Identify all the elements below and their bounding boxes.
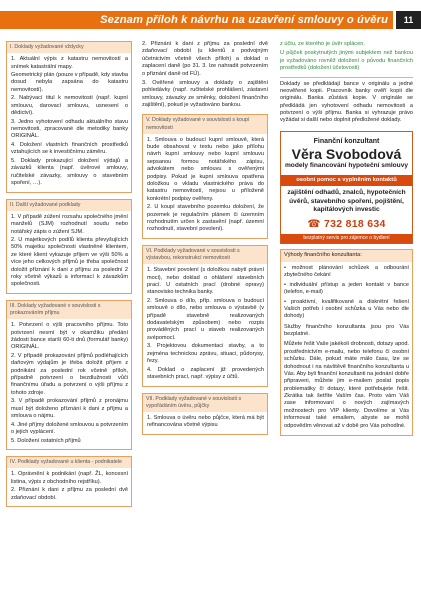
list-item: 4. Doložení vlastních finančních prostředků vztahujících se k investičnímu záměru. [11,142,128,156]
list-item: 2. Přiznání k dani z příjmu za poslední dvě zdaňovací období. [11,487,128,501]
list-item: 2. U koupí stavebního pozemku doložení, že pozemek je regulačním plánem či územním rozhodnutím určen k zastavění (např. územní rozhodnutí, stavební povolení). [147,204,264,233]
page-title: Seznam příloh k návrhu na uzavření smlouvy o úvěru [100,14,388,26]
phone-number[interactable]: ☎ 732 818 634 [307,217,386,230]
consultant-name: Věra Svobodová [291,145,402,162]
list-item: 2. V případě prokazování příjmů podléhajících daňovým výdajům je třeba doložit příjem z podnikání za poslední rok včetně příloh, případně potvrzení o bezdlužnosti vůči finančnímu úřadu a potvrzení o výši příjmu z tohoto zdroje. [11,352,128,396]
list-item: U půjček poskytnutých jinými subjektem než bankou je vyžadováno rovněž doložení o původu finančních prostředků (doložení účelovosti) [280,50,413,72]
consultant-benefits [280,249,413,436]
list-item: 3. Ověřené smlouvy a doklady o zajištění pohledávky (např. ručitelské prohlášení, zástavní smlouvy, závazky ze směnky, doložení finančního zajištění), pokud je vyžadováno bankou. [142,79,268,108]
list-item: 1. Aktuální výpis z katastru nemovitostí a snímek katastrální mapy. [11,56,128,70]
column-2 [142,41,268,441]
list-item: 1. Smlouva o budoucí kupní smlouvě, která bude obsahovat v textu nebo jako přílohu návrh kupní smlouvy nebo kupní smlouvu sepsanou formou notářského zápisu, advokátem nebo smlouvu s ověřenými podpisy. Pokud je kupní smlouva opatřena doložkou o vkladu vlastnického práva do katastru nemovitostí, nejsou u příloženě konkrétní podpisy ověřeny. [147,136,264,202]
page-number: 11 [396,11,421,29]
section-always [6,41,132,193]
benefit-item: • individuální přístup a jeden kontakt v bance (telefon, e-mail) [284,281,409,295]
column-1 [6,41,132,513]
list-item: 3. Projektovou dokumentaci stavby, a to zejména technickou zprávu, situaci, půdorysy, řezy. [147,343,264,365]
list-item: 1. Oprávnění k podnikání (např. ŽL, koncesní listina, výpis z obchodního rejstříku). [11,471,128,485]
ad-services: zajištění odhadů, znalců, hypotečních úvěrů, stavebního spoření, pojištění, kapitálových investic [287,189,406,214]
list-item: 2. Přiznání k dani z příjmu za poslední dvě zdaňovací období (u klientů s podvojným účetnictvím včetně všech příloh) a doklad o zaplacení daně (po 31. 3. lze nahradit potvrzením o přiznání daně od FÚ). [142,41,268,77]
note-paragraph: Doklady se předkládají bance v originálu a jedné neověřené kopii. Pracovník banky ověří kopii dle originálu. Banka zůstává kopie. V originále se předkládá jen vyhotovení odhadu nemovitosti a potvrzení o výši příjmu. Banka si vyhrazuje právo vyžádat si další nebo doplnit předložené doklady. [280,80,413,124]
list-item: 2. Smlouva o dílo, příp. smlouva o budoucí smlouvě o dílo, nebo smlouva o výstavbě (v případě stavebně realizovaných dodavatelským způsobem) nebo rozpis prováděných prací u staveb realizovaných svépomocí. [147,297,264,341]
section-income [6,300,132,450]
list-item: 5. Doložení ostatních příjmů [11,437,81,444]
header-bar [0,11,393,29]
section-title: II. Další vyžadované podklady [7,200,131,211]
column-3 [280,41,413,436]
ad-footer: bezplatný servis pro zájemce o bydlení [281,234,412,244]
list-item: 4. Jiné příjmy doložené smlouvou a potvrzením o jejich vyplácení. [11,421,128,435]
ad-heading: Finanční konzultant [313,137,380,145]
section-title: III. Doklady vyžadované v souvislosti s prokazováním příjmu [7,301,131,319]
ad-description: modely financování hypoteční smlouvy [284,162,409,170]
list-item: 2. Nabývací titul k nemovitosti (např. kupní smlouvu, darovací smlouvu, usnesení o dědictví). [11,95,128,117]
section-other [6,199,132,294]
list-item: Geometrický plán (pouze v případě, kdy stavba dosud nebyla zapsána do katastru nemovitostí). [11,72,128,93]
section-title: V. Doklady vyžadované v souvislosti s koupí nemovitosti [143,115,267,133]
list-item: 1. Stavební povolení (s doložkou nabytí právní moci), nebo doklad o ohlášení stavebních prací. U ostatních prací (drobné opravy) stanovisko technika banky. [147,267,264,296]
benefit-item: • možnost plánování schůzek a odbourání zbytečného čekání [284,264,409,279]
section-purchase [142,114,268,239]
documents-note [280,81,413,125]
list-item: 3. Jedno vyhotovení odhadu aktuálního stavu nemovitosti, zpracované dle metodiky banky ORIGINÁL. [11,118,128,140]
section-title: VII. Podklady vyžadované v souvislosti s vypořádáním úvěru, půjčky [143,394,267,412]
list-item: 5. Doklady prokazující doložení výdajů a závazků klienta (např. úvěrové smlouvy, ručitelské závazky, smlouvy o stavebním spoření, …). [11,157,128,187]
benefits-title: Výhody finančního konzultanta: [281,250,412,261]
divider [280,77,413,78]
list-item: 1. V případě zúžení rozsahu společného jmění manželů (SJM) rozhodnutí soudu nebo notářský zápis o zúžení SJM. [11,213,128,235]
list-item: z účtu, ze kterého je úvěr splácen. [280,41,365,47]
benefit-item: • proaktivní, kvalifikované a diskrétní řešení Vašich potřeb i osobní schůzka u Vás nebo dle dohody) [284,298,409,320]
continued-text [142,41,268,109]
page-header [0,0,421,33]
section-title: I. Doklady vyžadované vždycky [7,42,131,53]
section-refinancing [142,393,268,435]
list-item: 1. Potvrzení o výši pracovního příjmu. Toto potvrzení nesmí být v okamžiku předání žádosti bance starší 60-ti dnů (formulář banky) ORIGINÁL. [11,322,128,351]
consultant-ad [280,131,413,245]
section-title: VI. Podklady vyžadované v souvislosti s výstavbou, rekonstrukcí nemovitosti [143,246,267,264]
benefit-note: Služby finančního konzultanta jsou pro Vás bezplatné. [284,323,409,338]
list-item: 2. U majetkových podílů klienta převyšujících 50% majetku společnosti vlastněné klientem, ze které klient vykazuje příjem ve výši 50% a více jeho celkových příjmů je třeba společnost doložit příznání k dani z příjmu za poslední 2 roky včetně výkazů a informací k závazkům společnosti. [11,237,128,288]
list-item: 1. Smlouva o úvěru nebo půjčce, která má být refinancována včetně výpisu [147,414,264,429]
ad-band: osobní pomoc s vyplněním kontaktů [281,175,412,187]
section-title: IV. Podklady vyžadované u klienta - podnikatele [7,457,131,468]
section-entrepreneur [6,456,132,507]
continued-text-green [280,41,413,73]
benefit-contact: Můžete řešit Vaše jakékoli drobnosti, dotazy apod. prostřednictvím e-mailu, nebo telefonu či osobní schůzku. Dále, pokud máte málo času, lze se dohodnout i na návštěvě finančního konzultanta u Vás. Aby byli finanční konzultanti na jednání dobře připraveni, můžete jim e-mailem poslat popis problematiky či dotazy, které potřebujete řešit. Zkrátka tak šetříte Vaším čas. Proto vám Váš zase informovaní o nových zajímavých možnostech pro VIP klienty. Dovolíme si Vás informovat také emailem, abyste se mohli odpovědím věnovat až v době pro Vás pohodlné. [284,341,410,429]
list-item: 3. V případě prokazování příjmů z pronájmu musí být doloženo příznání k dani z příjmu a smlouva o nájmu. [11,398,128,420]
list-item: 4. Doklad o zaplacení již provedených stavebních prací, např. výpisy z účtů. [147,366,264,380]
section-construction [142,245,268,387]
